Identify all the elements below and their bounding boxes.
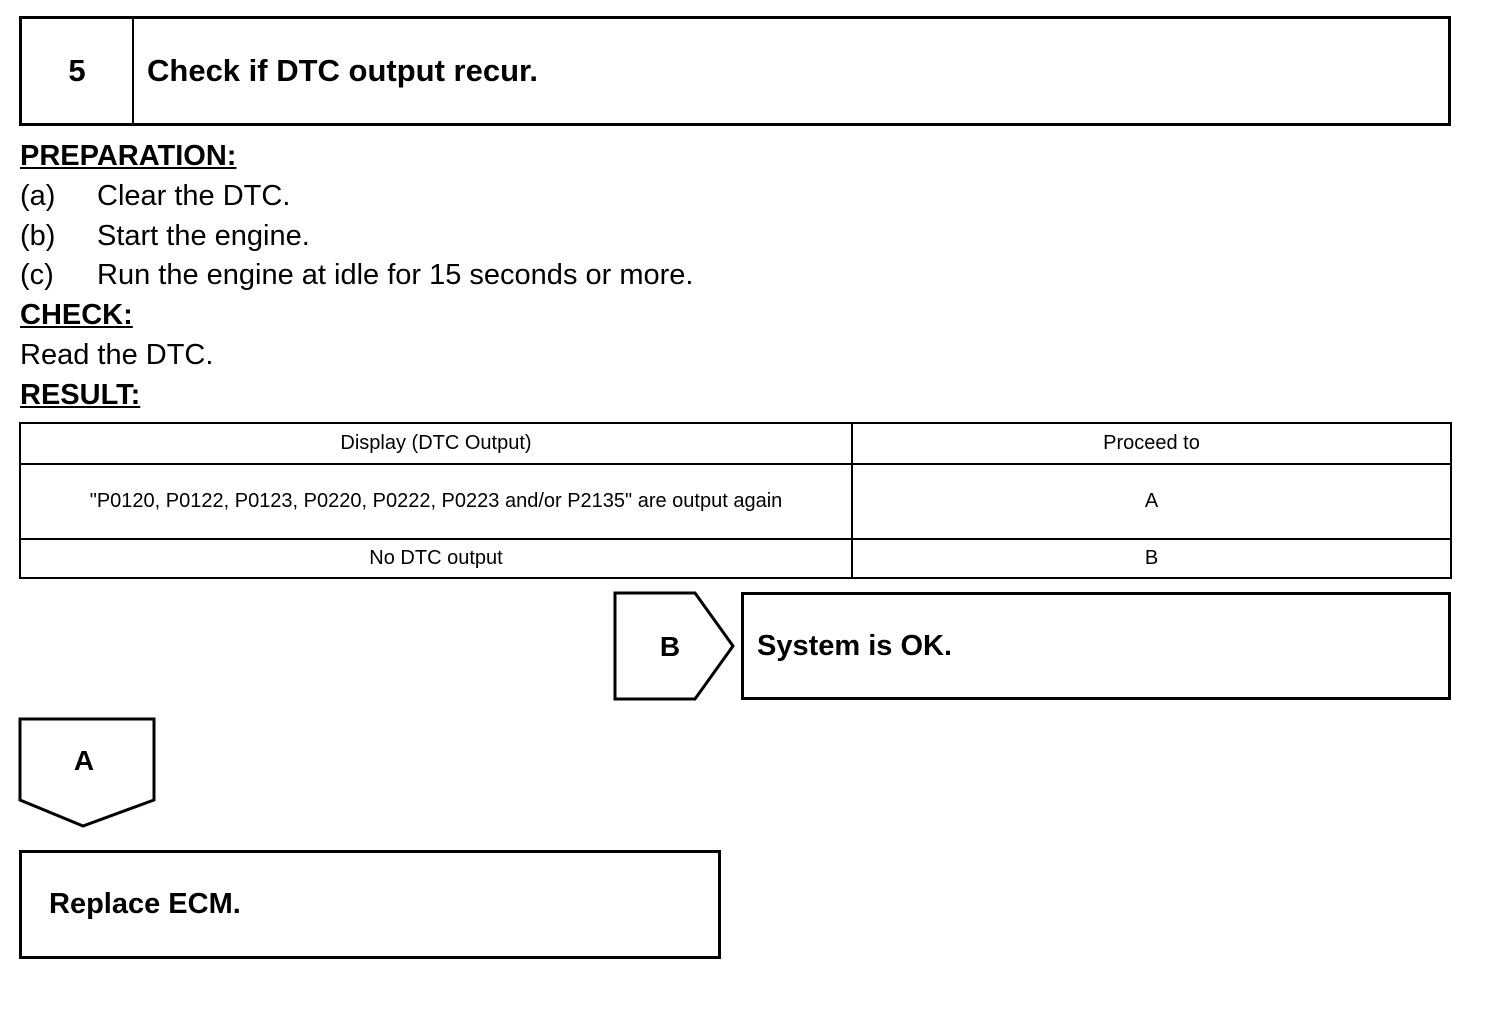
step-header <box>19 16 1451 126</box>
check-text: Read the DTC. <box>20 339 214 371</box>
item-letter: (a) <box>20 180 56 212</box>
item-text: Clear the DTC. <box>97 180 291 212</box>
table-row <box>20 464 1451 539</box>
branch-a-arrow <box>17 716 157 830</box>
header-proceed: Proceed to <box>852 423 1451 464</box>
row-proceed: A <box>852 464 1451 539</box>
table-header-row <box>20 423 1451 464</box>
result-table <box>19 422 1452 579</box>
branch-b-label: B <box>659 631 681 662</box>
item-text: Run the engine at idle for 15 seconds or more. <box>97 259 694 291</box>
preparation-item-c <box>20 258 693 292</box>
check-label: CHECK: <box>20 299 133 331</box>
preparation-label: PREPARATION: <box>20 140 237 172</box>
row-proceed: B <box>852 539 1451 578</box>
table-row <box>20 539 1451 578</box>
step-number: 5 <box>22 19 134 123</box>
step-title: Check if DTC output recur. <box>147 53 538 88</box>
item-text: Start the engine. <box>97 220 310 252</box>
branch-b-arrow <box>613 590 737 702</box>
row-display: "P0120, P0122, P0123, P0220, P0222, P0223 and/or P2135" are output again <box>20 464 852 539</box>
preparation-item-b <box>20 219 310 253</box>
replace-ecm-text: Replace ECM. <box>49 888 241 920</box>
replace-ecm-box <box>19 850 721 959</box>
system-ok-box <box>741 592 1451 700</box>
item-letter: (c) <box>20 259 54 291</box>
result-label: RESULT: <box>20 379 141 411</box>
branch-a-label: A <box>73 745 95 776</box>
row-display: No DTC output <box>20 539 852 578</box>
preparation-item-a <box>20 179 290 213</box>
system-ok-text: System is OK. <box>757 629 953 662</box>
header-display: Display (DTC Output) <box>20 423 852 464</box>
item-letter: (b) <box>20 220 56 252</box>
